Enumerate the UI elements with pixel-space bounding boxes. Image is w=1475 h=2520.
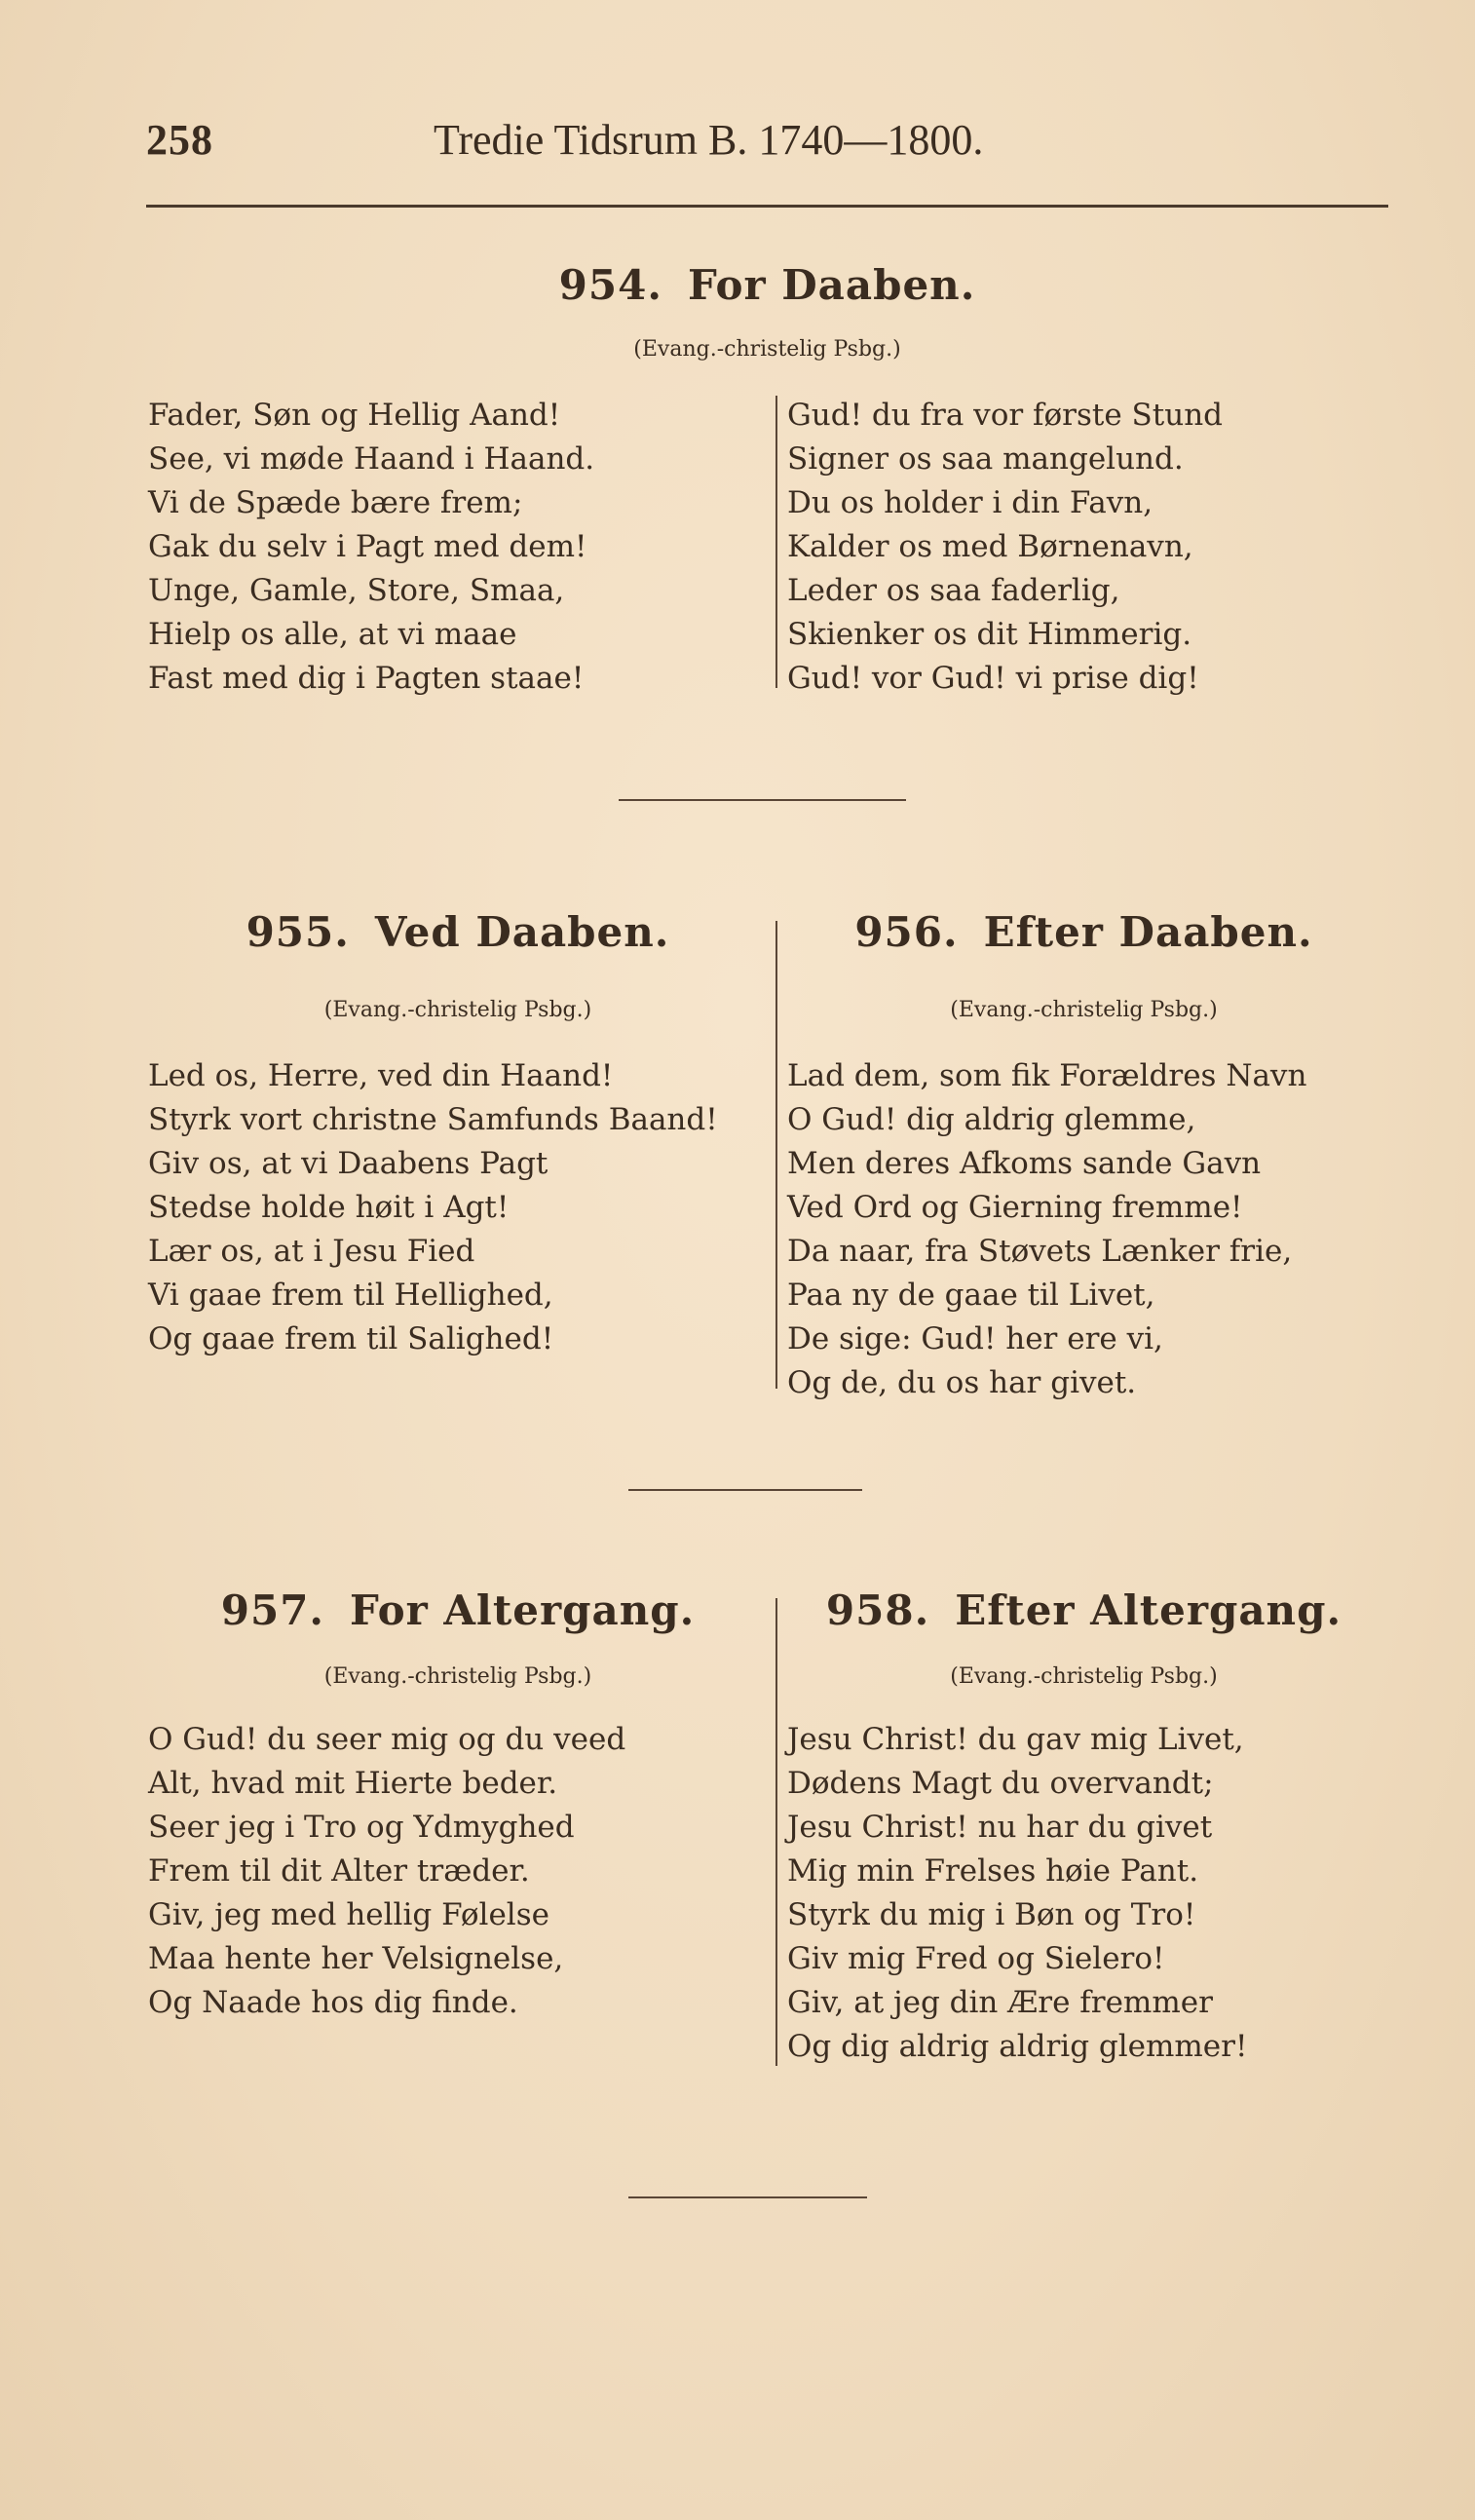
hymn-955-line: Led os, Herre, ved din Haand! [148,1058,614,1093]
hymn-955-line: Giv os, at vi Daabens Pagt [148,1146,548,1181]
section-rule-3 [628,2196,867,2198]
hymn-957-line: Seer jeg i Tro og Ydmyghed [148,1810,575,1845]
hymn-954-source: (Evang.-christelig Psbg.) [633,337,901,362]
hymn-958-line: Giv, at jeg din Ære fremmer [787,1985,1213,2020]
header-rule [146,205,1388,208]
hymn-956-verse [787,1054,1306,1405]
hymn-954-right-line: Leder os saa faderlig, [787,573,1120,608]
hymn-954-left-line: Fader, Søn og Hellig Aand! [148,398,561,433]
column-divider-957-958 [775,1598,777,2066]
section-rule-2 [628,1489,862,1491]
hymn-955-number: 955. [246,908,350,956]
hymn-955-line: Styrk vort christne Samfunds Baand! [148,1102,718,1137]
hymn-954-column-divider [775,396,777,688]
hymn-958-line: Jesu Christ! du gav mig Livet, [787,1722,1244,1757]
hymn-957-source: (Evang.-christelig Psbg.) [323,1664,592,1689]
hymn-954-left-line: Hielp os alle, at vi maae [148,617,517,652]
running-head-title: Tredie Tidsrum B. 1740—1800. [434,116,984,164]
hymn-954-number: 954. [558,261,662,309]
hymn-958-line: Og dig aldrig aldrig glemmer! [787,2029,1248,2064]
hymn-954-right-line: Du os holder i din Favn, [787,485,1154,520]
hymn-955-line: Vi gaae frem til Hellighed, [148,1278,553,1313]
section-rule-1 [619,799,906,801]
hymn-958-number: 958. [825,1586,930,1634]
hymn-954-right-line: Signer os saa mangelund. [787,441,1184,477]
hymn-958-line: Giv mig Fred og Sielero! [787,1941,1165,1976]
hymn-955-line: Lær os, at i Jesu Fied [148,1234,475,1269]
hymn-958-line: Jesu Christ! nu har du givet [787,1810,1213,1845]
hymn-957-name: For Altergang. [350,1586,696,1634]
hymn-958-source: (Evang.-christelig Psbg.) [950,1664,1218,1689]
column-divider-955-956 [775,921,777,1389]
hymn-954-name: For Daaben. [687,261,976,309]
hymn-957-number: 957. [220,1586,325,1634]
hymn-955-title [146,908,770,956]
hymn-957-line: Alt, hvad mit Hierte beder. [148,1766,558,1801]
hymn-957-line: O Gud! du seer mig og du veed [148,1722,626,1757]
hymn-956-line: De sige: Gud! her ere vi, [787,1321,1163,1356]
hymn-954-left-line: Gak du selv i Pagt med dem! [148,529,587,564]
hymn-954-verse-left [148,394,594,701]
running-header [146,115,1388,165]
hymn-954-left-line: Unge, Gamle, Store, Smaa, [148,573,565,608]
hymn-956-line: O Gud! dig aldrig glemme, [787,1102,1196,1137]
hymn-956-title [779,908,1388,956]
hymn-955-name: Ved Daaben. [374,908,670,956]
hymn-956-line: Men deres Afkoms sande Gavn [787,1146,1262,1181]
hymn-954-verse-right [787,394,1223,701]
hymn-956-source: (Evang.-christelig Psbg.) [950,998,1218,1022]
hymn-955-verse [148,1054,718,1361]
hymn-958-line: Mig min Frelses høie Pant. [787,1853,1199,1889]
hymn-956-line: Og de, du os har givet. [787,1365,1137,1400]
hymn-957-line: Frem til dit Alter træder. [148,1853,530,1889]
hymn-954-right-line: Gud! du fra vor første Stund [787,398,1224,433]
hymn-958-verse [787,1718,1247,2069]
hymn-955-line: Stedse holde høit i Agt! [148,1190,510,1225]
hymn-957-title [146,1586,770,1634]
hymn-958-line: Dødens Magt du overvandt; [787,1766,1214,1801]
hymn-956-line: Lad dem, som fik Forældres Navn [787,1058,1307,1093]
page-number: 258 [146,116,213,164]
hymn-956-line: Ved Ord og Gierning fremme! [787,1190,1243,1225]
hymn-954-right-line: Skienker os dit Himmerig. [787,617,1192,652]
hymn-956-name: Efter Daaben. [983,908,1313,956]
hymn-954-left-line: Vi de Spæde bære frem; [148,485,523,520]
hymn-954-right-line: Gud! vor Gud! vi prise dig! [787,661,1199,696]
hymn-954-left-line: Fast med dig i Pagten staae! [148,661,585,696]
hymn-955-line: Og gaae frem til Salighed! [148,1321,554,1356]
hymn-955-source: (Evang.-christelig Psbg.) [323,998,592,1022]
hymn-956-line: Paa ny de gaae til Livet, [787,1278,1155,1313]
hymn-956-line: Da naar, fra Støvets Lænker frie, [787,1234,1293,1269]
hymn-954-left-line: See, vi møde Haand i Haand. [148,441,595,477]
hymn-957-line: Giv, jeg med hellig Følelse [148,1897,549,1932]
hymn-954-title [146,261,1388,309]
hymn-958-name: Efter Altergang. [955,1586,1343,1634]
hymn-958-line: Styrk du mig i Bøn og Tro! [787,1897,1196,1932]
hymn-954-right-line: Kalder os med Børnenavn, [787,529,1193,564]
hymn-957-verse [148,1718,625,2025]
hymn-957-line: Maa hente her Velsignelse, [148,1941,564,1976]
hymn-957-line: Og Naade hos dig finde. [148,1985,518,2020]
hymn-956-number: 956. [854,908,959,956]
hymn-958-title [779,1586,1388,1634]
